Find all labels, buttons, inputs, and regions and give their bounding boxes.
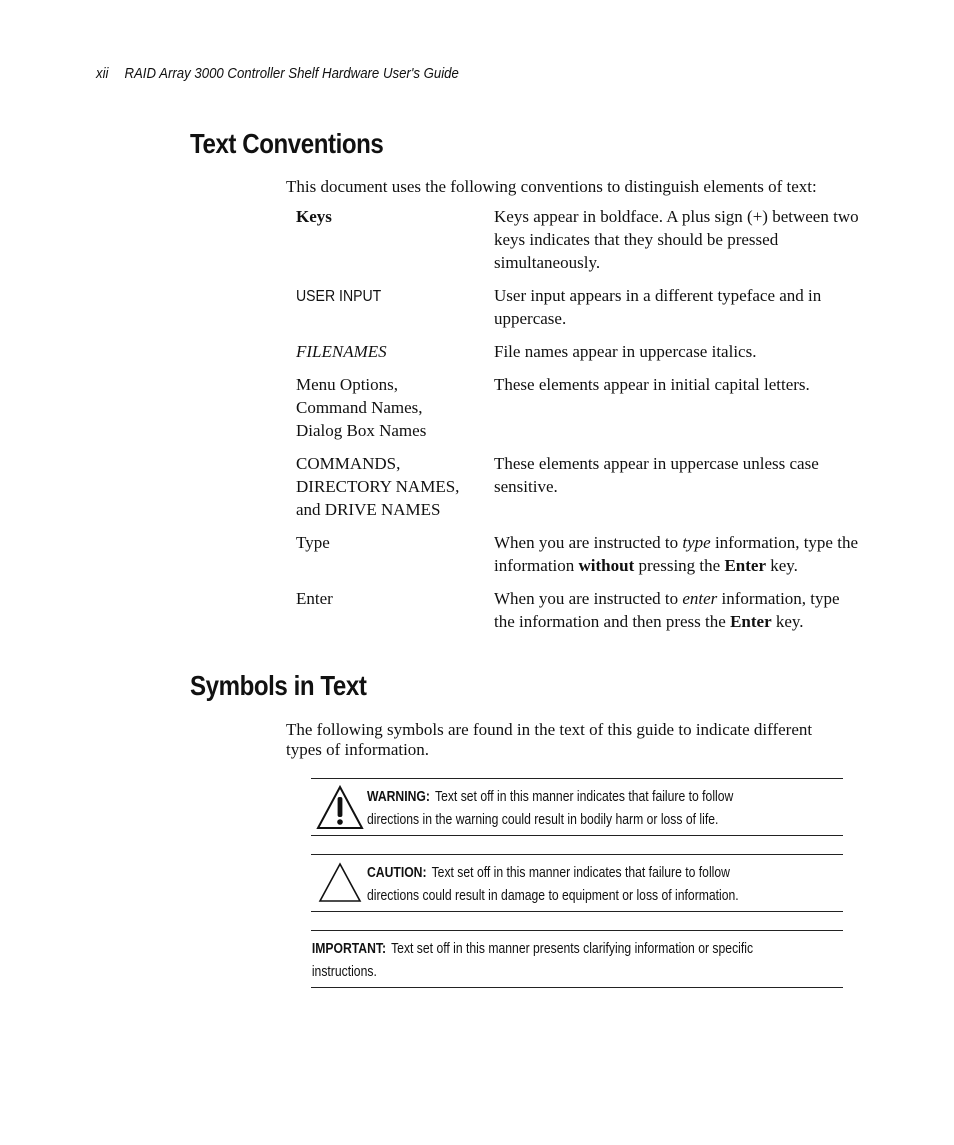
convention-row-menu-options	[296, 373, 861, 442]
warning-notice	[311, 778, 843, 836]
convention-description: Keys appear in boldface. A plus sign (+) between two keys indicates that they should be pressed simultaneously.	[494, 207, 859, 272]
convention-row-enter	[296, 587, 861, 633]
caution-label: CAUTION:	[367, 865, 427, 881]
caution-notice	[311, 854, 843, 912]
important-text	[311, 931, 758, 984]
caution-triangle-icon	[311, 855, 367, 911]
page-number: xii	[96, 65, 109, 82]
convention-row-commands	[296, 452, 861, 521]
convention-description: These elements appear in uppercase unless case sensitive.	[494, 454, 819, 496]
caution-text	[367, 855, 767, 908]
convention-row-filenames	[296, 340, 861, 363]
warning-exclamation-triangle-icon	[311, 779, 367, 835]
convention-term: Menu Options, Command Names, Dialog Box Names	[296, 375, 427, 440]
important-label: IMPORTANT:	[311, 941, 387, 957]
convention-row-user-input	[296, 284, 861, 330]
important-body: Text set off in this manner presents clarifying information or specific instructions.	[311, 941, 754, 980]
text-conventions-heading: Text Conventions	[190, 128, 384, 159]
convention-term: Type	[296, 533, 330, 552]
caution-body: Text set off in this manner indicates that failure to follow directions could result in damage to equipment or loss of information.	[367, 865, 739, 904]
convention-term: Keys	[296, 207, 332, 226]
warning-body: Text set off in this manner indicates that failure to follow directions in the warning could result in bodily harm or loss of life.	[367, 789, 734, 828]
convention-row-keys	[296, 205, 861, 274]
convention-term: USER INPUT	[296, 288, 382, 305]
convention-description: These elements appear in initial capital letters.	[494, 375, 810, 394]
conventions-table	[296, 205, 861, 643]
symbols-in-text-intro: The following symbols are found in the text of this guide to indicate different types of information.	[286, 720, 813, 759]
convention-description: When you are instructed to type information, type the information without pressing the Enter key.	[494, 533, 858, 575]
warning-text	[367, 779, 767, 832]
convention-description: File names appear in uppercase italics.	[494, 342, 757, 361]
warning-label: WARNING:	[367, 789, 430, 805]
symbols-in-text-heading: Symbols in Text	[190, 670, 367, 701]
convention-term: COMMANDS, DIRECTORY NAMES, and DRIVE NAMES	[296, 454, 460, 519]
convention-description: When you are instructed to enter information, type the information and then press the Enter key.	[494, 589, 840, 631]
convention-description: User input appears in a different typeface and in uppercase.	[494, 286, 822, 328]
important-notice	[311, 930, 843, 988]
convention-term: Enter	[296, 589, 333, 608]
convention-row-type	[296, 531, 861, 577]
convention-term: FILENAMES	[296, 342, 387, 361]
text-conventions-intro: This document uses the following conventions to distinguish elements of text:	[286, 177, 817, 196]
book-title: RAID Array 3000 Controller Shelf Hardware User's Guide	[124, 65, 459, 82]
running-header	[96, 65, 459, 82]
